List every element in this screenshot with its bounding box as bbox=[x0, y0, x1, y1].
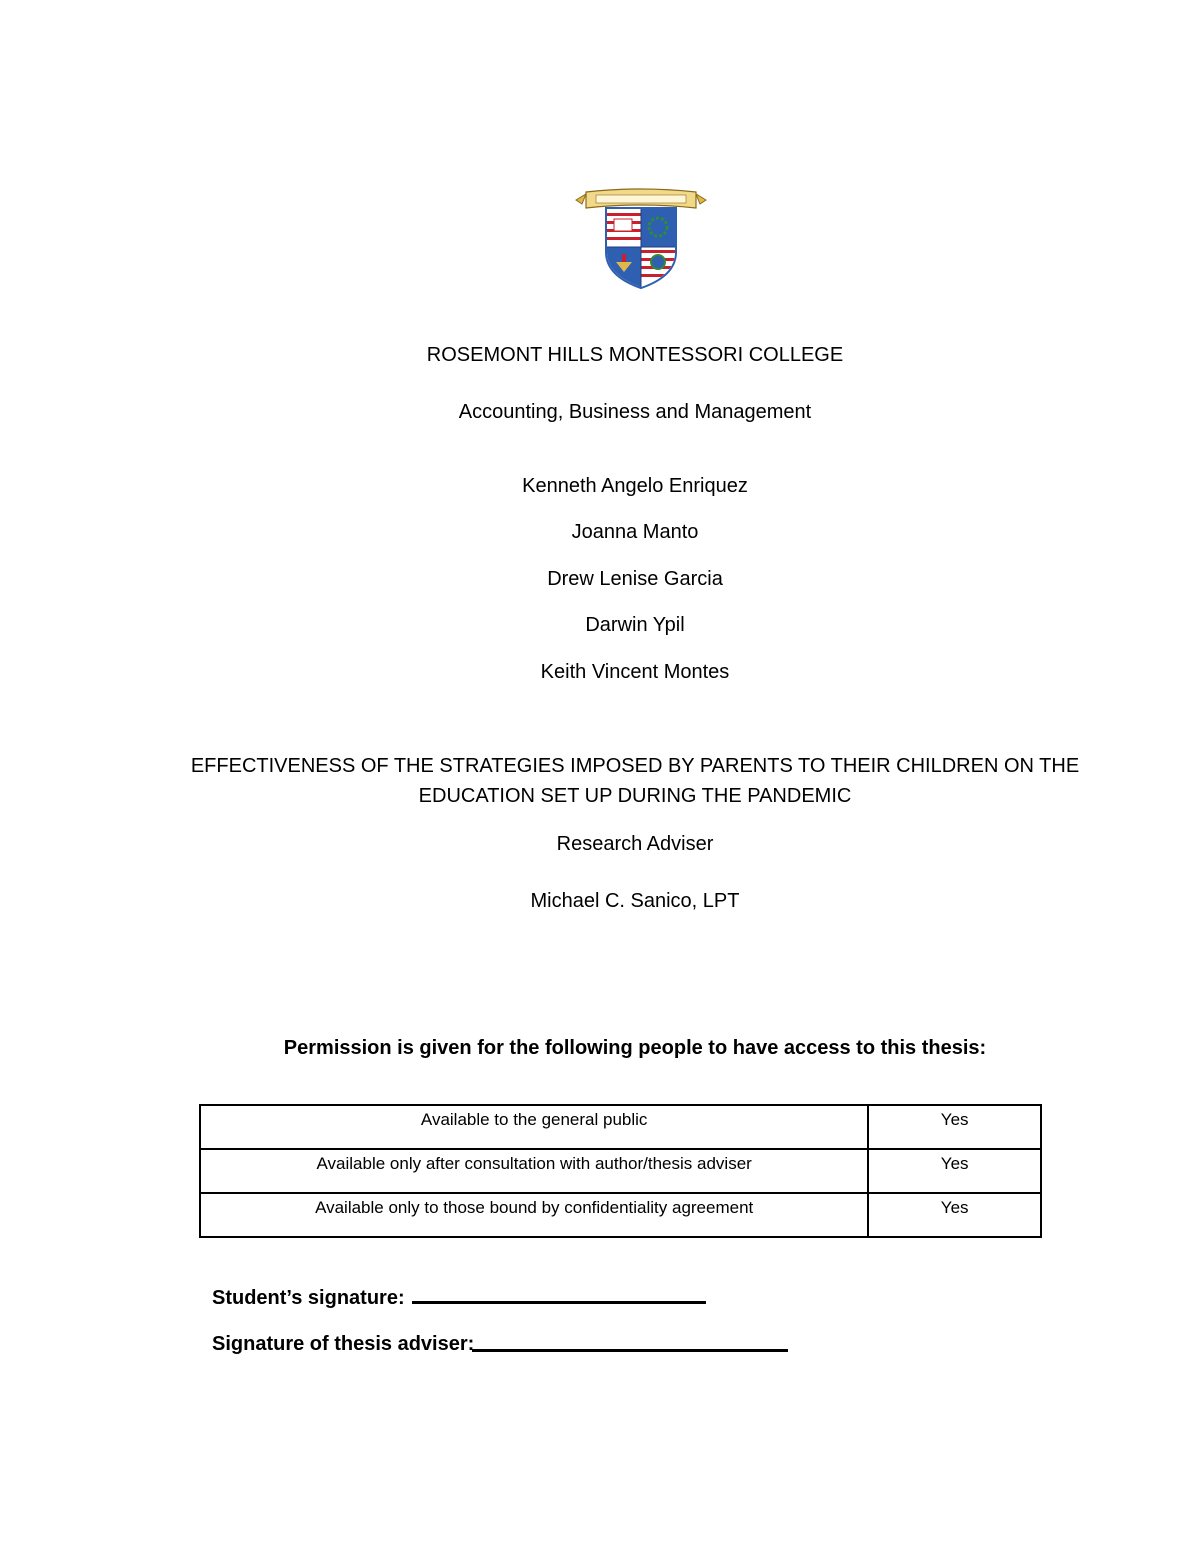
access-value: Yes bbox=[868, 1193, 1041, 1237]
author-name: Kenneth Angelo Enriquez bbox=[522, 475, 748, 497]
table-row bbox=[200, 1193, 1041, 1237]
access-value: Yes bbox=[868, 1105, 1041, 1149]
student-signature-label: Student’s signature: bbox=[212, 1287, 405, 1309]
table-row bbox=[200, 1149, 1041, 1193]
access-description: Available only to those bound by confidentiality agreement bbox=[200, 1193, 868, 1237]
strand-name: Accounting, Business and Management bbox=[458, 401, 812, 423]
thesis-title: EFFECTIVENESS OF THE STRATEGIES IMPOSED BY PARENTS TO THEIR CHILDREN ON THE EDUCATION SET UP DURING THE PANDEMIC bbox=[190, 755, 1080, 807]
table-row bbox=[200, 1105, 1041, 1149]
access-table bbox=[199, 1104, 1042, 1238]
permission-statement: Permission is given for the following people to have access to this thesis: bbox=[283, 1037, 987, 1059]
student-signature-blank[interactable] bbox=[412, 1301, 706, 1304]
school-crest-icon bbox=[572, 186, 710, 292]
adviser-name: Michael C. Sanico, LPT bbox=[530, 890, 740, 912]
author-name: Keith Vincent Montes bbox=[540, 661, 730, 683]
adviser-label: Research Adviser bbox=[556, 833, 714, 855]
access-description: Available to the general public bbox=[200, 1105, 868, 1149]
author-name: Darwin Ypil bbox=[585, 614, 685, 636]
author-name: Joanna Manto bbox=[571, 521, 699, 543]
institution-name: ROSEMONT HILLS MONTESSORI COLLEGE bbox=[426, 344, 844, 366]
access-description: Available only after consultation with author/thesis adviser bbox=[200, 1149, 868, 1193]
adviser-signature-label: Signature of thesis adviser: bbox=[212, 1333, 475, 1355]
author-name: Drew Lenise Garcia bbox=[547, 568, 723, 590]
adviser-signature-blank[interactable] bbox=[472, 1349, 788, 1352]
access-value: Yes bbox=[868, 1149, 1041, 1193]
